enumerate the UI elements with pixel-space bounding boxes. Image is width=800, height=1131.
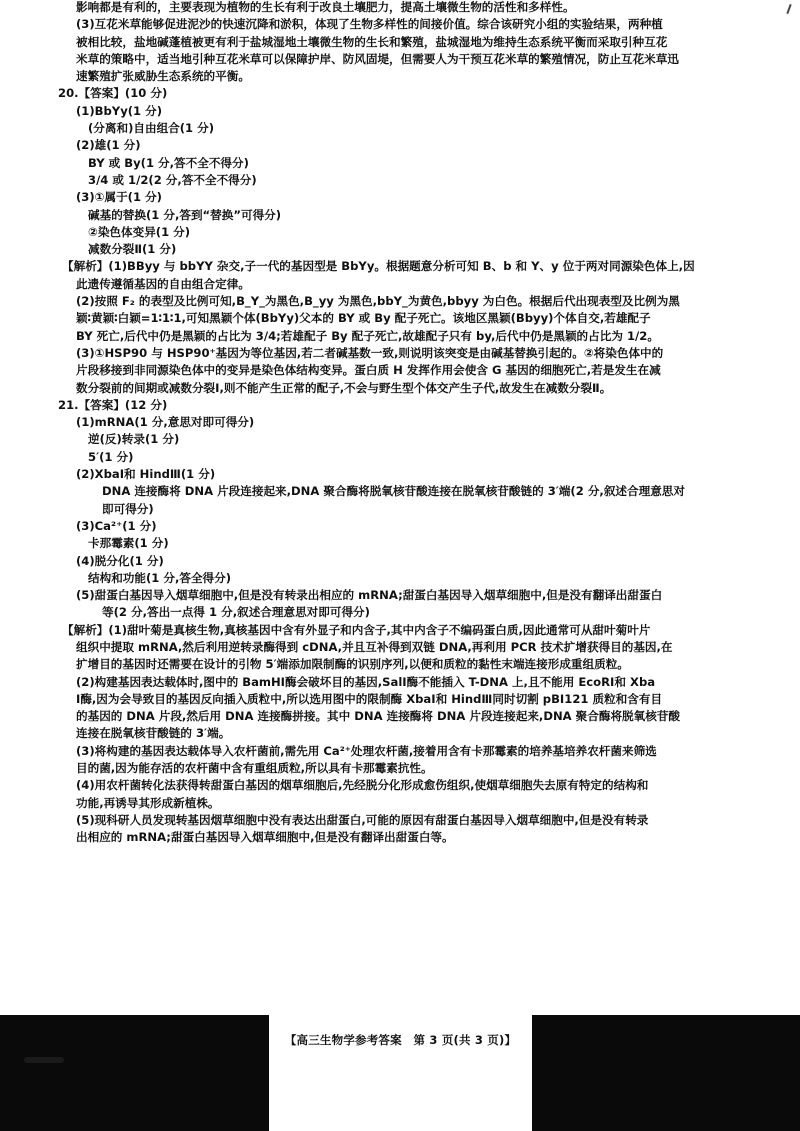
q21-answer-item: 逆(反)转录(1 分) [88, 432, 180, 447]
q20-answer-item: 减数分裂Ⅱ(1 分) [88, 242, 177, 257]
q20-answer-item: 3/4 或 1/2(2 分,答不全不得分) [88, 172, 257, 187]
q21-analysis-line: 出相应的 mRNA;甜蛋白基因导入烟草细胞中,但是没有翻译出甜蛋白等。 [76, 830, 454, 845]
q20-analysis-line: (2)按照 F₂ 的表型及比例可知,B_Y_为黑色,B_yy 为黑色,bbY_为黄色,bbyy 为白色。根据后代出现表型及比例为黑 [76, 294, 680, 309]
q21-answer-item: 5′(1 分) [88, 449, 134, 464]
q20-analysis-line: 颖∶黄颖∶白颖=1∶1∶1,可知黑颖个体(BbYy)父本的 BY 或 By 配子死亡。该地区黑颖(Bbyy)个体自交,若雄配子 [76, 311, 651, 326]
q20-answer-item: 碱基的替换(1 分,答到“替换”可得分) [88, 207, 282, 222]
q19-text-line: 被相比较，盐地碱蓬植被更有利于盐城湿地土壤微生物的生长和繁殖，盐城湿地为维持生态系统平衡而采取引种互花 [76, 34, 668, 49]
footer-black-block-left [0, 1015, 269, 1131]
q21-analysis-line: 【解析】(1)甜叶菊是真核生物,真核基因中含有外显子和内含子,其中内含子不编码蛋白质,因此通常可从甜叶菊叶片 [62, 622, 651, 637]
q20-answer-item: (1)BbYy(1 分) [76, 103, 163, 118]
q21-analysis-line: 连接在脱氧核苷酸链的 3′端。 [76, 726, 231, 741]
q21-analysis-line: Ⅰ酶,因为会导致目的基因反向插入质粒中,所以选用图中的限制酶 XbaⅠ和 HindⅢ同时切割 pBI121 质粒和含有目 [76, 691, 663, 706]
q21-answer-item: 卡那霉素(1 分) [88, 536, 169, 551]
scan-smudge [24, 1057, 64, 1063]
q20-analysis-line: 片段移接到非同源染色体中的变异是染色体结构变异。蛋白质 H 发挥作用会使含 G 基因的细胞死亡,若是发生在减 [76, 363, 661, 378]
q20-analysis-line: BY 死亡,后代中仍是黑颖的占比为 3/4;若雄配子 By 配子死亡,故雄配子只有 by,后代中仍是黑颖的占比为 1/2。 [76, 328, 659, 343]
q20-analysis-line: 【解析】(1)BByy 与 bbYY 杂交,子一代的基因型是 BbYy。根据题意分析可知 B、b 和 Y、y 位于两对同源染色体上,因 [62, 259, 695, 274]
q21-answer-item: 即可得分) [102, 501, 154, 516]
q21-answer-item: (1)mRNA(1 分,意思对即可得分) [76, 415, 255, 430]
q19-text-line: 速繁殖扩张威胁生态系统的平衡。 [76, 69, 250, 84]
q20-answer-header: 20.【答案】(10 分) [58, 86, 168, 101]
q21-answer-item: DNA 连接酶将 DNA 片段连接起来,DNA 聚合酶将脱氧核苷酸连接在脱氧核苷酸链的 3′端(2 分,叙述合理意思对 [102, 484, 685, 499]
q21-answer-item: (4)脱分化(1 分) [76, 553, 164, 568]
q20-analysis-line: 此遗传遵循基因的自由组合定律。 [76, 276, 250, 291]
q21-analysis-line: 的基因的 DNA 片段,然后用 DNA 连接酶拼接。其中 DNA 连接酶将 DNA 片段连接起来,DNA 聚合酶将脱氧核苷酸 [76, 709, 681, 724]
q21-answer-item: (5)甜蛋白基因导入烟草细胞中,但是没有转录出相应的 mRNA;甜蛋白基因导入烟草细胞中,但是没有翻译出甜蛋白 [76, 588, 663, 603]
q19-text-line: 影响都是有利的，主要表现为植物的生长有利于改良土壤肥力，提高土壤微生物的活性和多样性。 [76, 0, 575, 14]
page-footer [0, 1015, 800, 1131]
q20-analysis-line: 数分裂前的间期或减数分裂Ⅰ,则不能产生正常的配子,不会与野生型个体交产生子代,故发生在减数分裂Ⅱ。 [76, 380, 612, 395]
q19-tail [62, 0, 742, 85]
q20-analysis-line: (3)①HSP90 与 HSP90⁺基因为等位基因,若二者碱基数一致,则说明该突变是由碱基替换引起的。②将染色体中的 [76, 345, 664, 360]
q21-answer-item: (3)Ca²⁺(1 分) [76, 518, 157, 533]
q21-answer-item: (2)XbaⅠ和 HindⅢ(1 分) [76, 467, 216, 482]
q21-answer-item: 等(2 分,答出一点得 1 分,叙述合理意思对即可得分) [102, 605, 370, 620]
scan-mark [786, 4, 791, 14]
q21-analysis-line: (5)现科研人员发现转基因烟草细胞中没有表达出甜蛋白,可能的原因有甜蛋白基因导入烟草细胞中,但是没有转录 [76, 812, 649, 827]
q21-analysis-line: 功能,再诱导其形成新植株。 [76, 795, 220, 810]
q19-text-line: 米草的策略中，适当地引种互花米草可以保障护岸、防风固堤，但需要人为干预互花米草的繁殖情况，防止互花米草迅 [76, 51, 679, 66]
q20-answer-item: BY 或 By(1 分,答不全不得分) [88, 155, 249, 170]
q20-section [58, 85, 742, 396]
q21-analysis-line: 组织中提取 mRNA,然后利用逆转录酶得到 cDNA,并且互补得到双链 DNA,再利用 PCR 技术扩增获得目的基因,在 [76, 639, 673, 654]
q21-answer-item: 结构和功能(1 分,答全得分) [88, 570, 232, 585]
q20-answer-item: ②染色体变异(1 分) [88, 224, 191, 239]
q20-answer-item: (2)雄(1 分) [76, 138, 141, 153]
q21-analysis-line: (4)用农杆菌转化法获得转甜蛋白基因的烟草细胞后,先经脱分化形成愈伤组织,使烟草细胞失去原有特定的结构和 [76, 778, 649, 793]
footer-black-block-right [532, 1015, 800, 1131]
footer-page-label: 【高三生物学参考答案 第 3 页(共 3 页)】 [284, 1033, 517, 1047]
q20-answer-item: (分离和)自由组合(1 分) [88, 121, 215, 136]
q19-text-line: (3)互花米草能够促进泥沙的快速沉降和淤积，体现了生物多样性的间接价值。综合该研究小组的实验结果，两种植 [76, 17, 663, 32]
q21-answer-header: 21.【答案】(12 分) [58, 397, 168, 412]
q21-analysis-line: (3)将构建的基因表达载体导入农杆菌前,需先用 Ca²⁺处理农杆菌,接着用含有卡那霉素的培养基培养农杆菌来筛选 [76, 743, 657, 758]
q20-answer-item: (3)①属于(1 分) [76, 190, 162, 205]
answer-content [58, 0, 742, 847]
q21-section [58, 397, 742, 847]
q21-analysis-line: (2)构建基因表达载体时,图中的 BamHⅠ酶会破坏目的基因,SalⅠ酶不能插入 T-DNA 上,且不能用 EcoRⅠ和 Xba [76, 674, 656, 689]
q21-analysis-line: 扩增目的基因时还需要在设计的引物 5′端添加限制酶的识别序列,以便和质粒的黏性末端连接形成重组质粒。 [76, 657, 629, 672]
q21-analysis-line: 目的菌,因为能存活的农杆菌中含有重组质粒,所以具有卡那霉素抗性。 [76, 761, 433, 776]
